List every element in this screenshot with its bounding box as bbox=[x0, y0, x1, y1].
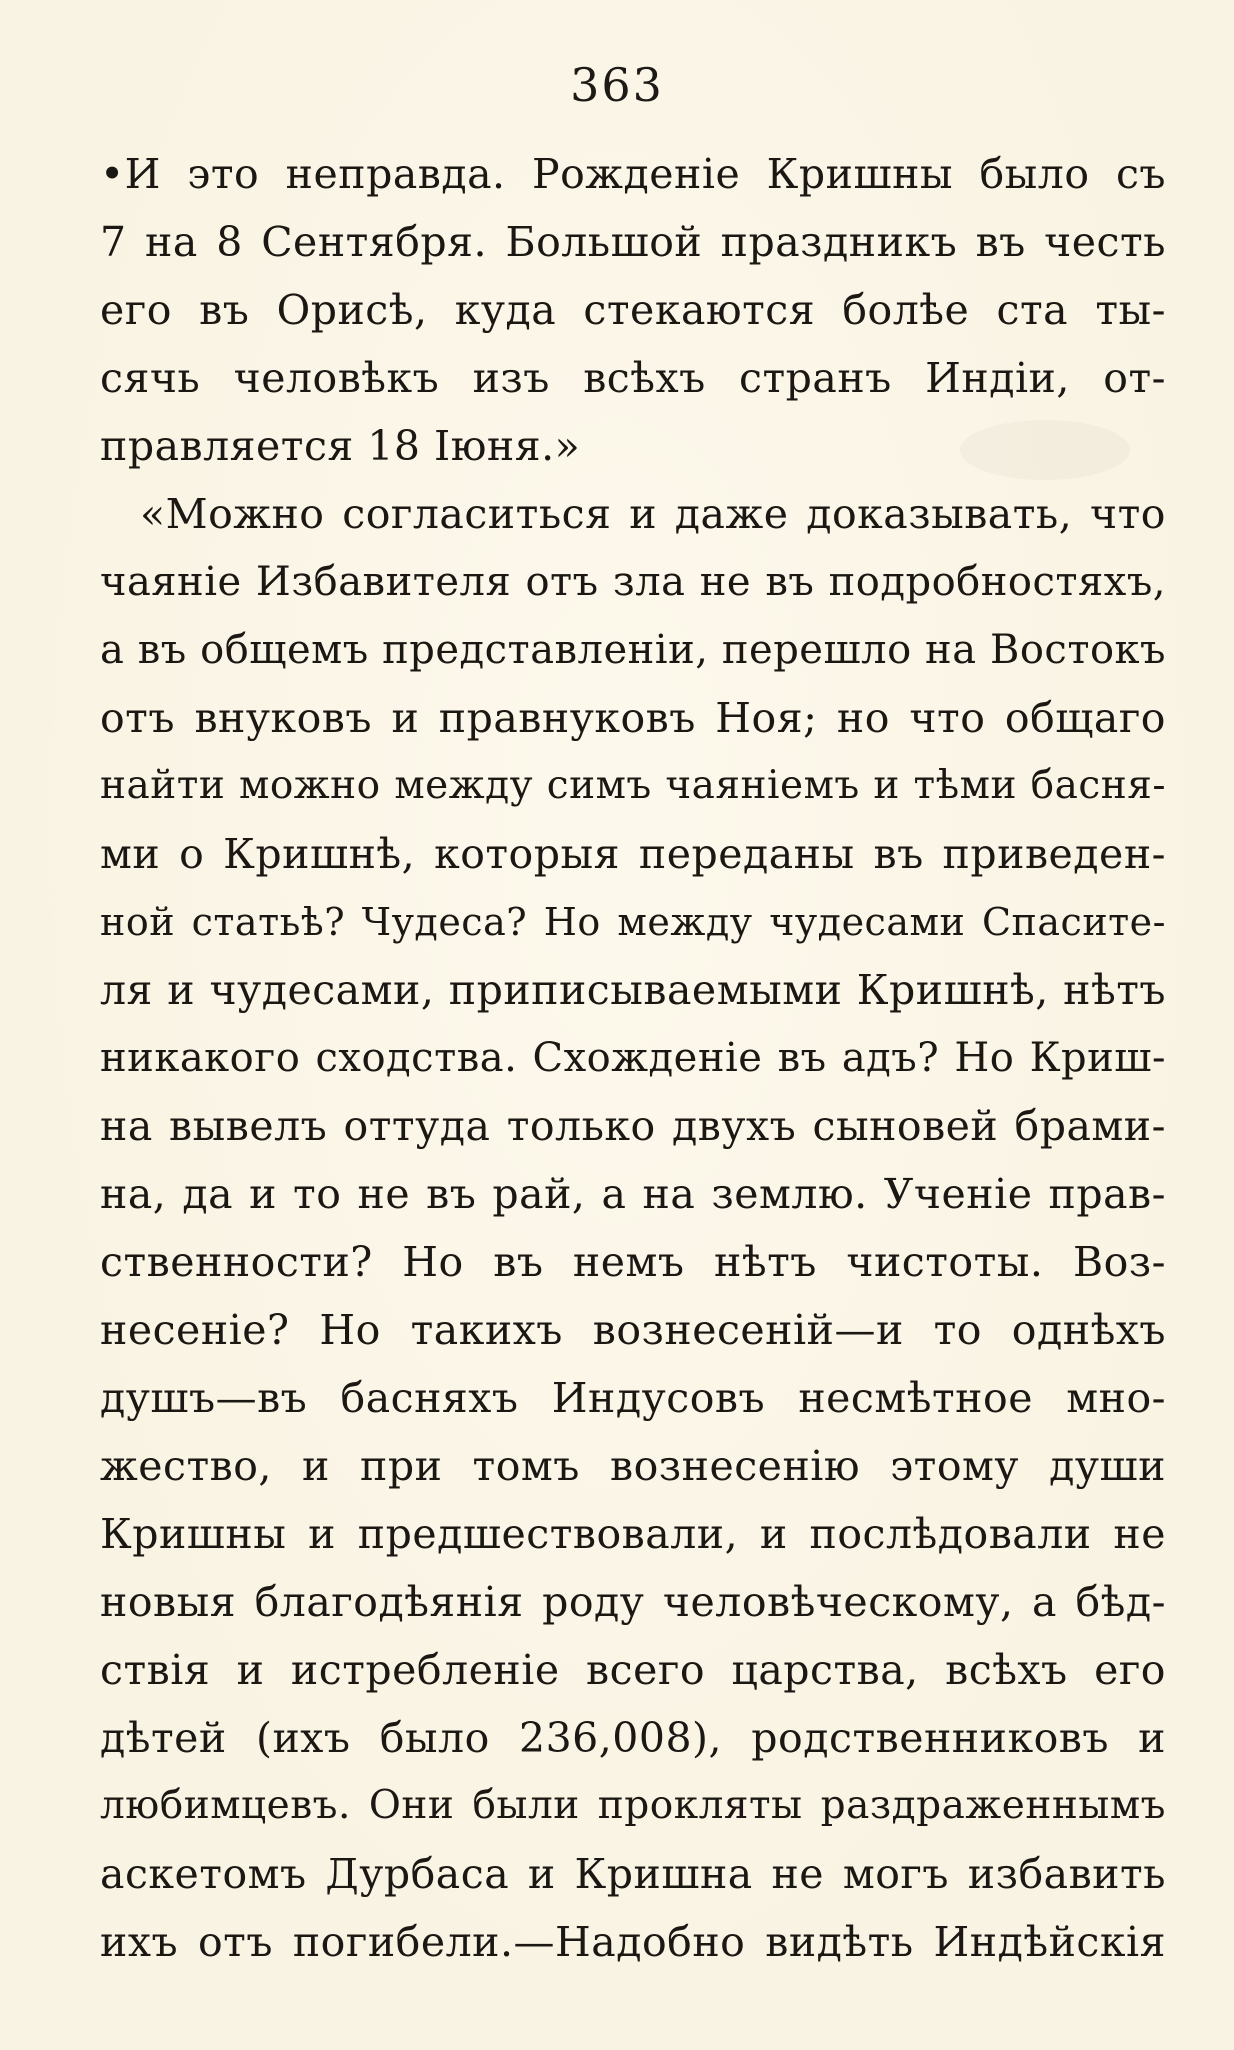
page-number: 363 bbox=[570, 58, 664, 112]
text-line: ной статьѣ? Чудеса? Но между чудесами Спасите- bbox=[100, 900, 1166, 944]
text-line: несеніе? Но такихъ вознесеній—и то однѣхъ bbox=[100, 1306, 1166, 1354]
text-line: ихъ отъ погибели.—Надобно видѣть Индѣйскія bbox=[100, 1918, 1166, 1966]
body-text bbox=[100, 140, 1166, 1976]
text-line: дѣтей (ихъ было 236,008), родственниковъ и bbox=[100, 1714, 1166, 1762]
text-line: на, да и то не въ рай, а на землю. Ученіе прав- bbox=[100, 1170, 1166, 1218]
text-line: любимцевъ. Они были прокляты раздраженнымъ bbox=[100, 1783, 1166, 1828]
text-line: ми о Кришнѣ, которыя переданы въ приведен- bbox=[100, 830, 1166, 878]
text-line: аскетомъ Дурбаса и Кришна не могъ избавить bbox=[100, 1850, 1166, 1898]
text-line: 7 на 8 Сентября. Большой праздникъ въ честь bbox=[100, 218, 1166, 266]
text-line: душъ—въ басняхъ Индусовъ несмѣтное мно- bbox=[100, 1374, 1166, 1422]
text-line: ля и чудесами, приписываемыми Кришнѣ, нѣтъ bbox=[100, 966, 1166, 1014]
text-line: найти можно между симъ чаяніемъ и тѣми басня- bbox=[100, 763, 1166, 808]
text-line: никакого сходства. Схожденіе въ адъ? Но Криш- bbox=[100, 1035, 1166, 1081]
text-line: сячь человѣкъ изъ всѣхъ странъ Индіи, от- bbox=[100, 354, 1166, 402]
text-line: ственности? Но въ немъ нѣтъ чистоты. Воз- bbox=[100, 1238, 1166, 1286]
text-line: «Можно согласиться и даже доказывать, что bbox=[140, 490, 1166, 538]
text-line: ствія и истребленіе всего царства, всѣхъ его bbox=[100, 1646, 1166, 1694]
text-line: а въ общемъ представленіи, перешло на Востокъ bbox=[100, 627, 1166, 673]
text-line: •И это неправда. Рожденіе Кришны было съ bbox=[100, 150, 1166, 198]
text-line: отъ внуковъ и правнуковъ Ноя; но что общаго bbox=[100, 694, 1166, 742]
text-line: Кришны и предшествовали, и послѣдовали не bbox=[100, 1510, 1166, 1558]
text-line: правляется 18 Іюня.» bbox=[100, 422, 581, 470]
text-line: чаяніе Избавителя отъ зла не въ подробностяхъ, bbox=[100, 559, 1166, 605]
text-line: жество, и при томъ вознесенію этому души bbox=[100, 1442, 1166, 1490]
text-line: на вывелъ оттуда только двухъ сыновей брами- bbox=[100, 1102, 1166, 1150]
text-line: его въ Орисѣ, куда стекаются болѣе ста ты- bbox=[100, 286, 1166, 334]
text-line: новыя благодѣянія роду человѣческому, а бѣд- bbox=[100, 1578, 1166, 1626]
